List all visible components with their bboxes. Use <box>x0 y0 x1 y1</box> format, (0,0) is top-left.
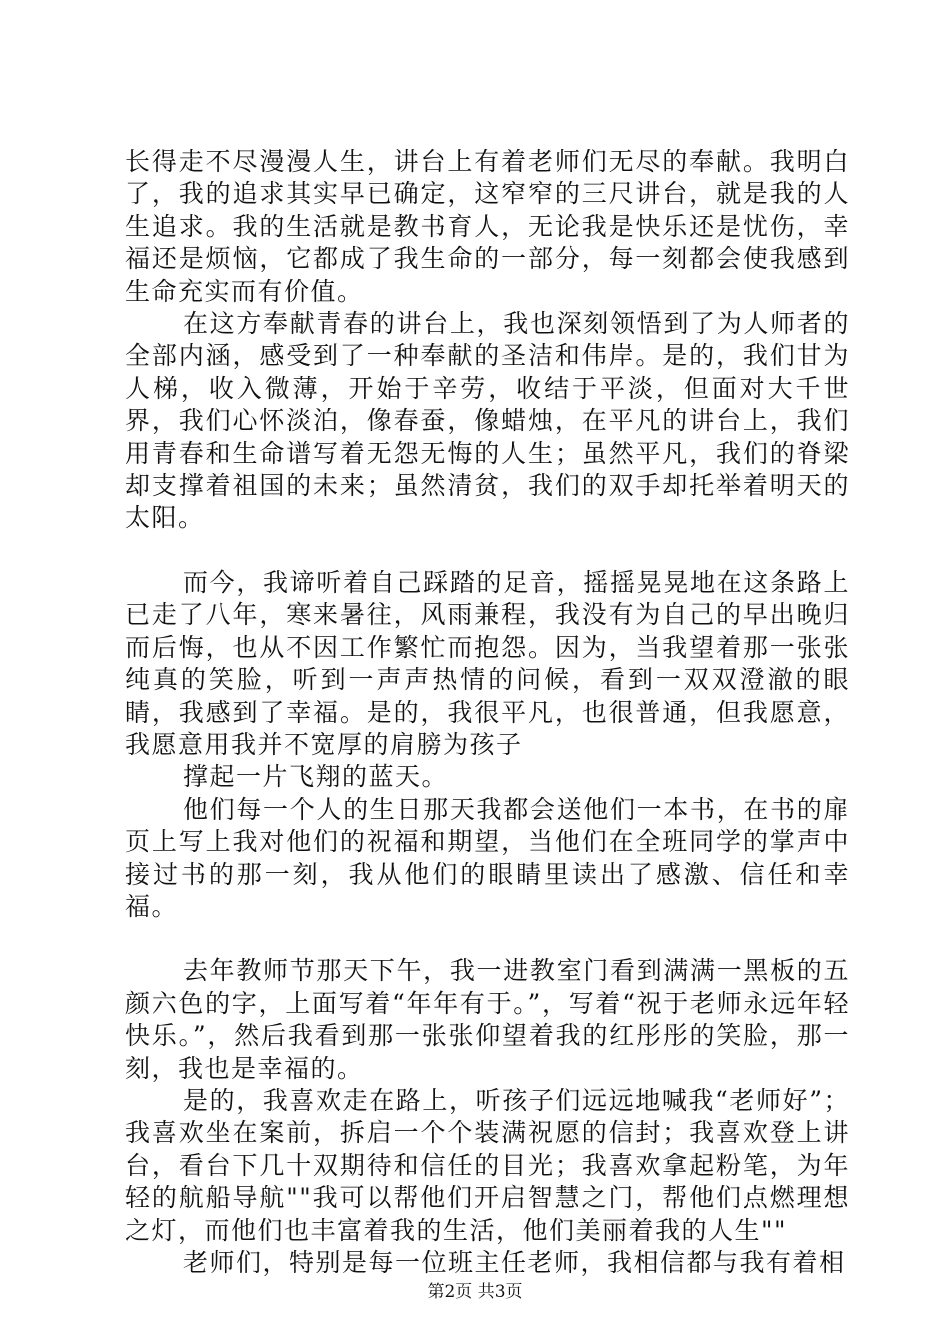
paragraph-1: 长得走不尽漫漫人生，讲台上有着老师们无尽的奉献。我明白了，我的追求其实早已确定，这窄窄的三尺讲台，就是我的人生追求。我的生活就是教书育人，无论我是快乐还是忧伤，幸福还是烦恼，它都成了我生命的一部分，每一刻都会使我感到生命充实而有价值。 <box>125 147 850 306</box>
paragraph-3: 而今，我谛听着自己踩踏的足音，摇摇晃晃地在这条路上已走了八年，寒来暑往，风雨兼程，我没有为自己的早出晚归而后悔，也从不因工作繁忙而抱怨。因为，当我望着那一张张纯真的笑脸，听到一声声热情的问候，看到一双双澄澈的眼睛，我感到了幸福。是的，我很平凡，也很普通，但我愿意，我愿意用我并不宽厚的肩膀为孩子 <box>125 567 850 759</box>
paragraph-4: 撑起一片飞翔的蓝天。 <box>183 762 449 792</box>
paragraph-2: 在这方奉献青春的讲台上，我也深刻领悟到了为人师者的全部内涵，感受到了一种奉献的圣洁和伟岸。是的，我们甘为人梯，收入微薄，开始于辛劳，收结于平淡，但面对大千世界，我们心怀淡泊，像春蚕，像蜡烛，在平凡的讲台上，我们用青春和生命谱写着无怨无悔的人生；虽然平凡，我们的脊梁却支撑着祖国的未来；虽然清贫，我们的双手却托举着明天的太阳。 <box>125 309 850 533</box>
paragraph-5: 他们每一个人的生日那天我都会送他们一本书，在书的扉页上写上我对他们的祝福和期望，当他们在全班同学的掌声中接过书的那一刻，我从他们的眼睛里读出了感激、信任和幸福。 <box>125 794 850 921</box>
paragraph-7: 是的，我喜欢走在路上，听孩子们远远地喊我“老师好”；我喜欢坐在案前，拆启一个个装满祝愿的信封；我喜欢登上讲台，看台下几十双期待和信任的目光；我喜欢拿起粉笔，为年轻的航船导航""我可以帮他们开启智慧之门，帮他们点燃理想之灯，而他们也丰富着我的生活，他们美丽着我的人生"" <box>125 1085 850 1245</box>
document-body <box>125 146 850 1279</box>
page-footer: 第2页 共3页 <box>427 1282 523 1302</box>
paragraph-8: 老师们，特别是每一位班主任老师，我相信都与我有着相 <box>183 1248 846 1277</box>
paragraph-6: 去年教师节那天下午，我一进教室门看到满满一黑板的五颜六色的字，上面写着“年年有于。”，写着“祝于老师永远年轻快乐。”，然后我看到那一张张仰望着我的红彤彤的笑脸，那一刻，我也是幸福的。 <box>125 956 850 1083</box>
